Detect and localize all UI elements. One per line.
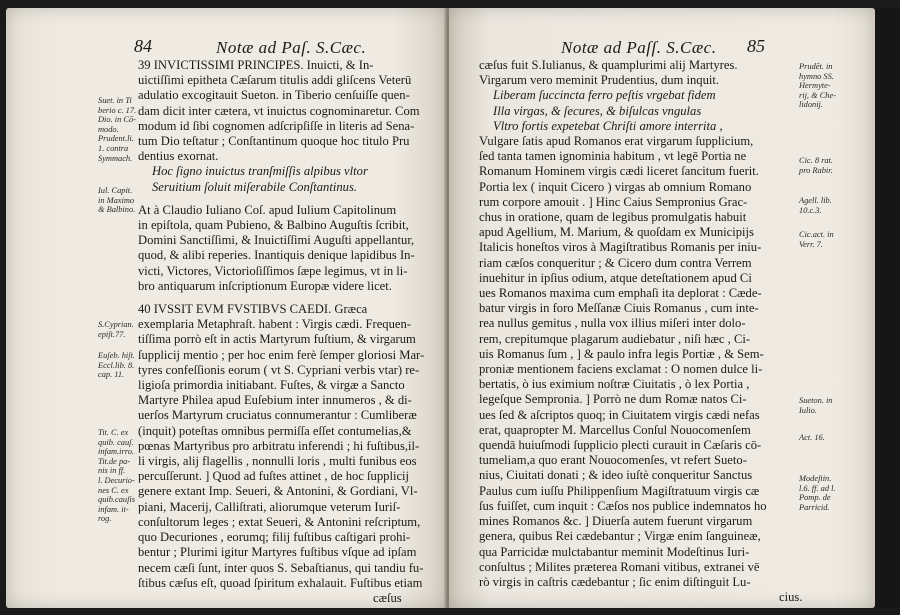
- margin-note-line: Euſeb. hiſt.: [98, 351, 135, 360]
- margin-note-line: Act. 16.: [799, 433, 825, 442]
- text-line: 39 INVICTISSIMI PRINCIPES. Inuicti, & In-: [138, 58, 374, 72]
- text-line: rum corpore amouit . ] Hinc Caius Sempronius Grac-: [479, 194, 748, 209]
- margin-note: [98, 320, 134, 339]
- margin-note-line: Prudent.li.: [98, 134, 134, 144]
- margin-note-line: nis in ff.: [98, 466, 126, 476]
- margin-note-line: & Balbino.: [98, 205, 136, 215]
- text-line: bro antiquarum inſcriptionum Europæ videre licet.: [138, 278, 392, 293]
- margin-note-line: cap. 11.: [98, 370, 125, 380]
- text-line: genere extant Imp. Seueri, & Antonini, & Gordiani, Vl-: [138, 484, 418, 499]
- text-line: cæſus fuit S.Iulianus, & quamplurimi alij Martyres.: [479, 58, 738, 72]
- text-line: adulatio excogitauit Sueton. in Tiberio cenſuiſſe quen-: [138, 88, 410, 103]
- margin-note-line: Pomp. de: [799, 493, 831, 503]
- text-line: Domini Sanctiſſimi, & Inuictiſſimi Auguſti appellantur,: [138, 233, 415, 248]
- margin-note-line: quib.cauſis: [98, 495, 135, 505]
- text-line: Seruitium ſoluit miſerabile Conſtantinus.: [152, 179, 357, 194]
- margin-note-line: pro Rabir.: [799, 165, 833, 175]
- left-running-head: Notæ ad Paſ. S.Cæc.: [216, 38, 367, 57]
- text-line: victi, Victores, Victorioſiſſimos ſæpe legimus, vt in li-: [138, 263, 408, 278]
- margin-note-line: rij, & Che-: [799, 90, 836, 100]
- text-line: erat, quapropter M. Marcellus Conſul Nouocomenſem: [479, 422, 751, 437]
- text-line: Martyre Philea apud Euſebium inter innumeros , & di-: [138, 393, 412, 408]
- text-line: cius.: [779, 590, 803, 605]
- text-line: cæſus: [373, 590, 402, 605]
- margin-note-line: Dio. in Cō-: [98, 115, 136, 125]
- text-line: tiſſima porrò eſt in actis Martyrum fuſtium, & virgarum: [138, 332, 416, 347]
- margin-note: [98, 351, 135, 380]
- margin-note: [799, 62, 836, 110]
- margin-note-line: Cic.act. in: [799, 230, 834, 239]
- margin-note-line: Sueton. in: [799, 396, 833, 405]
- text-line: percuſſerunt. ] Quod ad fuſtes attinet , de hoc ſupplicij: [138, 469, 410, 484]
- margin-note-line: Hermyte-: [799, 81, 831, 91]
- margin-note-line: infam.irro.: [98, 447, 134, 457]
- text-line: conſultorum leges ; extat Seueri, & Antonini reſcriptum,: [138, 514, 421, 529]
- margin-note-line: S.Cyprian.: [98, 320, 134, 329]
- text-line: Vulgare ſatis apud Romanos erat virgarum ſupplicium,: [479, 134, 754, 149]
- text-line: Paulus cum iuſſu Philippenſium Magiſtratuum virgis cæ: [479, 483, 760, 498]
- margin-note-line: hymno SS.: [799, 71, 834, 81]
- margin-note-line: nes C. ex: [98, 485, 129, 495]
- text-line: apud Agellium, M. Marium, & quoſdam ex Municipijs: [479, 225, 754, 240]
- right-page: [449, 8, 875, 608]
- text-line: 40 IVSSIT EVM FVSTIBVS CAEDI. Græca: [138, 302, 368, 317]
- left-page-number: 84: [134, 36, 152, 56]
- text-line: Liberam ſuccincta ferro peſtis vrgebat fidem: [493, 88, 716, 103]
- text-line: exemplaria Metaphraſt. habent : Virgis cædi. Frequen-: [138, 317, 411, 332]
- text-line: li virgis, alij flagellis , nonnulli loris , multi funibus eos: [138, 454, 417, 469]
- text-line: bentur ; Plurimi igitur Martyres fuſtibus vſque ad ipſam: [138, 545, 417, 560]
- margin-note-line: Symmach.: [98, 153, 133, 163]
- margin-note-line: Tit.de pa-: [98, 456, 131, 466]
- margin-note-line: infam. it-: [98, 504, 129, 514]
- margin-note-line: Verr. 7.: [799, 239, 823, 249]
- margin-note-line: Modeſtin.: [799, 474, 832, 483]
- text-line: dam dicit inter cætera, vt inuictus cognominaretur. Com: [138, 103, 420, 118]
- margin-note-line: epiſt.77.: [98, 329, 126, 339]
- text-line: ſupplicij mentio ; per hoc enim ferè ſemper gloriosi Mar-: [138, 347, 425, 362]
- text-line: modum id ſibi cognomen adſcripſiſſe in literis ad Sena-: [138, 118, 415, 133]
- text-line: qua Parricidæ mulctabantur meminit Modeſtinus Iuri-: [479, 544, 750, 559]
- margin-note: [799, 396, 833, 415]
- text-line: quo Decuriones , eorumq; filij fuſtibus caſtigari prohi-: [138, 530, 411, 545]
- text-line: batur virgis in foro Meſſanæ Ciuis Romanus , cum inte-: [479, 301, 759, 316]
- text-line: bertatis, ò ius eximium noſtræ Ciuitatis , ò lex Portia ,: [479, 377, 750, 392]
- background-edge: [875, 8, 900, 608]
- left-text-column: [138, 58, 424, 606]
- margin-note-line: modo.: [98, 124, 119, 134]
- margin-note-line: Eccl.lib. 8.: [98, 360, 135, 370]
- text-line: ues ſed & aſcriptos quoq; in Ciuitatem virgis cædi nefas: [479, 407, 760, 422]
- text-line: tyres confeſſionis eorum ( vt S. Cypriani verbis vtar) re-: [138, 362, 420, 377]
- margin-note-line: Iul. Capit.: [98, 186, 133, 195]
- text-line: At à Claudio Iuliano Coſ. apud Iulium Capitolinum: [138, 202, 397, 217]
- text-line: necem cæſi ſunt, inter quos S. Sebaſtianus, qui tandiu fu-: [138, 560, 424, 575]
- margin-note-line: quib. cauſ.: [98, 437, 134, 447]
- text-line: Romanum Hominem virgis cædi liceret ſancitum fuerit.: [479, 164, 759, 179]
- margin-note-line: l. Decurio-: [98, 475, 135, 485]
- text-line: piani, Macerij, Calliſtrati, aliorumque veterum Iuriſ-: [138, 499, 401, 514]
- text-line: (inquit) poteſtas omnibus permiſſa eſſet contumelias,&: [138, 423, 412, 438]
- text-line: dentius exornat.: [138, 149, 219, 164]
- text-line: tumeliam,a quo erant Nouocomenſes, vt refert Sueto-: [479, 453, 747, 468]
- text-line: ſed tanta tamen ignominia habitum , vt legē Portia ne: [479, 149, 747, 164]
- right-running-head: Notæ ad Paſſ. S.Cæc.: [561, 38, 717, 57]
- text-line: rò virgis in caſtris cædebantur ; ſic enim diſtinguit Lu-: [479, 574, 751, 589]
- text-line: chus in oratione, quam de legibus promulgatis habuit: [479, 210, 747, 225]
- text-line: proniæ mentionem faciens exclamat : O nomen dulce li-: [479, 362, 763, 377]
- text-line: mines Romanos &c. ] Diuerſa autem fuerunt virgarum: [479, 514, 753, 529]
- margin-note: [799, 230, 834, 249]
- text-line: ues Romanos maxima cum emphaſi ita deplorat : Cæde-: [479, 286, 762, 301]
- margin-note: [98, 428, 135, 524]
- margin-note: [799, 474, 836, 512]
- text-line: genera, quibus Rei cædebantur ; Virgæ enim ſanguineæ,: [479, 529, 761, 544]
- right-page-number: 85: [747, 36, 765, 56]
- text-line: nius, Ciuitati donati ; & ideo iuſtè conqueritur Sanctus: [479, 468, 753, 483]
- margin-note: [98, 186, 135, 215]
- text-line: Virgarum vero meminit Prudentius, dum inquit.: [479, 73, 720, 88]
- text-line: uis Romanus ſum , ] & paulo infra legis Portiæ , & Sem-: [479, 346, 764, 361]
- text-line: Hoc ſigno inuictus tranſmiſſis alpibus vltor: [152, 164, 368, 179]
- margin-note-line: Agell. lib.: [799, 196, 832, 205]
- text-line: in epiſtola, quam Pubieno, & Balbino Auguſtis ſcribit,: [138, 218, 409, 233]
- margin-note-line: Iulio.: [799, 405, 817, 415]
- text-line: ſus fuiſſet, cum inquit : Cæſos nos publice indemnatos ho: [479, 498, 767, 513]
- text-line: ſtibus cæſus eſt, quoad ſpiritum exhalauit. Fuſtibus etiam: [138, 575, 423, 590]
- text-line: conſultus ; Milites præterea Romani vitibus, extranei vē: [479, 559, 760, 574]
- margin-note-line: Cic. 8 rat.: [799, 156, 833, 165]
- text-line: riam cæſos conqueritur ; & Cicero dum contra Verrem: [479, 255, 752, 270]
- margin-note-line: Prudēt. in: [799, 62, 833, 71]
- margin-note-line: Suet. in Ti: [98, 96, 132, 105]
- left-page: [6, 8, 446, 608]
- margin-note-line: Parricid.: [799, 502, 830, 512]
- margin-note-line: l.6. ff. ad l.: [799, 483, 836, 493]
- margin-note-line: 1. contra: [98, 143, 129, 153]
- text-line: quendā huiuſmodi ſupplicio plecti curauit in Cæſaris cō-: [479, 438, 762, 453]
- margin-note-line: 10.c.3.: [799, 205, 822, 215]
- text-line: inuehitur in ipſius odium, atque deteſtationem apud Ci: [479, 270, 752, 285]
- margin-note-line: rog.: [98, 514, 112, 524]
- margin-note-line: lidonij.: [799, 100, 823, 110]
- margin-note: [799, 433, 825, 443]
- text-line: Illa virgas, & ſecures, & biſulcas vngulas: [493, 103, 702, 118]
- margin-note-line: berio c. 17.: [98, 105, 137, 115]
- margin-note-line: in Maximo: [98, 195, 135, 205]
- margin-note: [799, 156, 833, 175]
- text-line: ligioſa primordia initiabant. Fuſtes, & virgæ a Sancto: [138, 378, 405, 393]
- margin-note: [799, 196, 832, 215]
- text-line: rem, crepitumque plagarum audiebatur , niſi hæc , Ci-: [479, 331, 751, 346]
- text-line: tum Dio teſtatur ; Conſtantinum quoque hoc titulo Pru: [138, 134, 410, 149]
- right-text-column: [479, 58, 802, 605]
- text-line: Italicis honeſtos viros à Magiſtratibus Romanis per iniu-: [479, 240, 762, 255]
- margin-note-line: Tit. C. ex: [98, 428, 129, 437]
- text-line: uerſos Martyrum cruciatus connumerantur : Cumliberæ: [138, 408, 417, 423]
- text-line: uictiſſimi epitheta Cæſarum titulis addi gliſcens Veterū: [138, 73, 412, 88]
- text-line: legeſque Sempronia. ] Porrò ne dum Romæ natos Ci-: [479, 392, 747, 407]
- text-line: Portia lex ( inquit Cicero ) virgas ab omnium Romano: [479, 179, 752, 194]
- margin-note: [98, 96, 136, 163]
- text-line: quod, & alibi reperies. Inantiquis denique lapidibus In-: [138, 248, 415, 263]
- text-line: Vltro fortis expetebat Chriſti amore interrita ,: [493, 118, 723, 133]
- text-line: rea nullus gemitus , nulla vox illius miſeri inter dolo-: [479, 316, 746, 331]
- text-line: pœnas Martyribus pro arbitratu inferendi ; hi fuſtibus,il-: [138, 438, 420, 453]
